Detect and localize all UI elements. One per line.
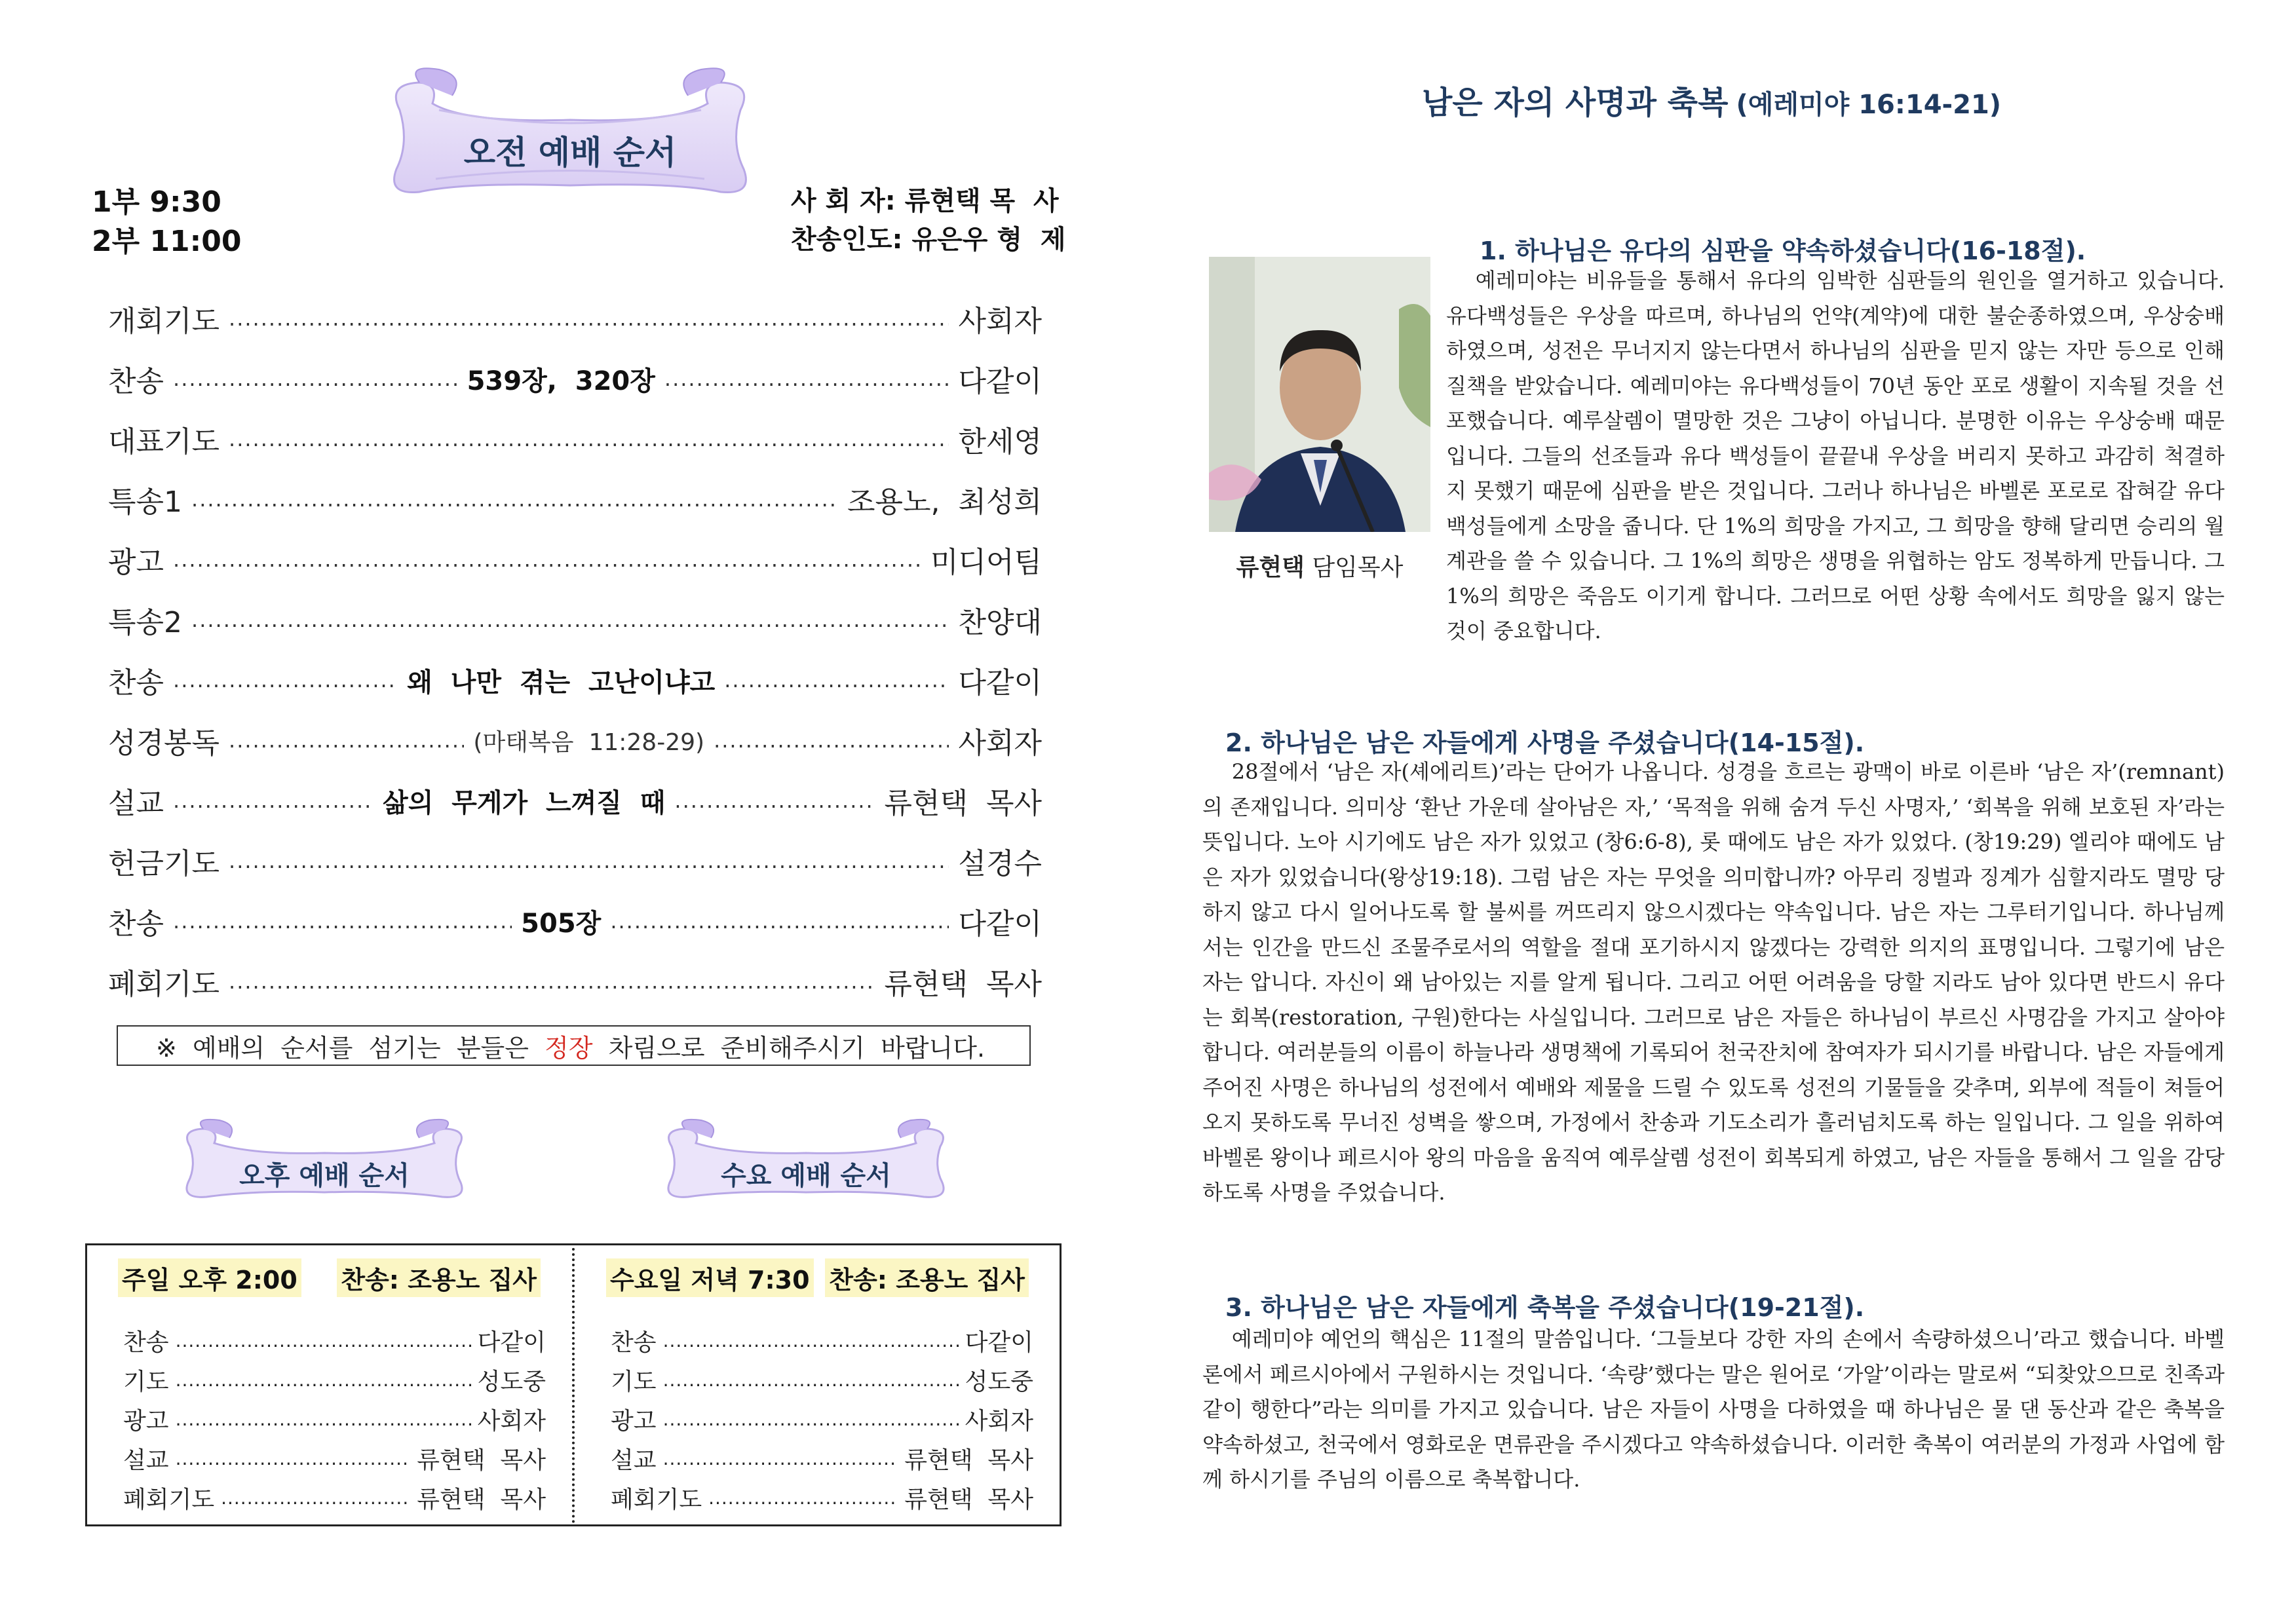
order-item-person: 다같이 [958,666,1042,700]
order-item-person: 류현택 목사 [884,968,1042,1001]
schedule-item-person: 다같이 [477,1329,546,1356]
order-item-name: 폐회기도 [108,968,220,1001]
order-row [108,479,1042,519]
leader-label: 사 회 자: 류현택 목 사 [791,186,1059,216]
schedule-item-name: 기도 [123,1368,169,1395]
pastor-name: 류현택 [1236,554,1305,581]
order-item-name: 성경봉독 [108,727,220,760]
dot-leader [221,1487,410,1509]
order-row [108,660,1042,700]
schedule-item-name: 광고 [611,1407,657,1435]
schedule-row [123,1323,546,1357]
order-row [108,539,1042,580]
order-row [108,599,1042,640]
schedule-item-name: 폐회기도 [123,1486,215,1513]
order-item-name: 광고 [108,546,164,579]
order-item-name: 설교 [108,787,164,820]
dot-leader [229,728,464,753]
dot-leader [724,668,949,692]
schedule-row [123,1441,546,1475]
point-3-paragraph: 예레미야 예언의 핵심은 11절의 말씀입니다. ‘그들보다 강한 자의 손에서 속량하셨으니’라고 했습니다. 바벨론에서 페르시아에서 구원하시는 것입니다. ‘속량’했다는 말은 원어로 ‘가알’이라는 말로써 “되찾았으므로 친족과 같이 행한다”라는 의미를 가지고 있습니다. 남은 자들이 사명을 다하였을 때 하나님은 물 댄 동산과 같은 축복을 약속하셨고, 천국에서 영화로운 면류관을 주시겠다고 약속하셨습니다. 이러한 축복이 여러분의 가정과 사업에 함께 하시기를 주님의 이름으로 축복합니다. [1202,1327,2225,1492]
point-2-paragraph: 28절에서 ‘남은 자(셰에리트)’라는 단어가 나옵니다. 성경을 흐르는 광맥이 바로 이른바 ‘남은 자’(remnant)의 존재입니다. 의미상 ‘환난 가운데 살아남은 자,’ ‘목적을 위해 숨겨 두신 사명자,’ ‘회복을 위해 보호된 자’라는 뜻입니다. 노아 시기에도 남은 자가 있었고 (창6:6-8), 롯 때에도 남은 자가 있었다. (창19:29) 엘리야 때에도 남은 자가 있었습니다(왕상19:18). 그럼 남은 자는 무엇을 의미합니까? 아무리 징벌과 징계가 심할지라도 멸망 당하지 않고 다시 일어나도록 할 불씨를 꺼뜨리지 않으시겠다는 약속입니다. 남은 자는 그루터기입니다. 하나님께서는 인간을 만드신 조물주로서의 역할을 절대 포기하시지 않겠다는 강력한 의지의 표명입니다. 그렇기에 남은 자는 압니다. 자신이 왜 남아있는 지를 알게 됩니다. 그리고 어떤 어려움을 당할 지라도 남아 있다면 반드시 유다는 회복(restoration, 구원)한다는 사실입니다. 그러므로 남은 자들은 하나님이 부르신 사명감을 가지고 살아야 합니다. 여러분들의 이름이 하늘나라 생명책에 기록되어 천국잔치에 참여자가 되시기를 바랍니다. 남은 자들에게 주어진 사명은 하나님의 성전에서 예배와 제물을 드릴 수 있도록 성전의 기물들을 갖추며, 외부에 적들이 쳐들어오지 못하도록 무너진 성벽을 쌓으며, 가정에서 찬송과 기도소리가 흘러넘치도록 하는 일입니다. 그 일을 위하여 바벨론 왕이나 페르시아 왕의 마음을 움직여 예루살렘 성전이 회복되게 하였고, 남은 자들을 통해서 그 일을 감당하도록 사명을 주었습니다. [1202,759,2225,1205]
dot-leader [663,1408,959,1430]
order-item-person: 찬양대 [958,606,1042,639]
dot-leader [176,1369,471,1391]
schedule-row [611,1402,1033,1436]
order-item-name: 찬송 [108,365,164,398]
order-item-detail: (마태복음 11:28-29) [473,728,705,756]
dot-leader [176,1448,411,1469]
schedule-item-person: 사회자 [965,1407,1033,1435]
morning-banner [380,64,760,205]
order-row [108,720,1042,761]
order-item-name: 찬송 [108,907,164,941]
dot-leader [229,306,949,331]
schedule-item-name: 찬송 [611,1329,657,1356]
order-item-person: 미디어팀 [930,546,1042,579]
schedule-item-person: 성도중 [965,1368,1033,1395]
notice-text: ※ 예배의 순서를 섬기는 분들은 [156,1033,545,1063]
sermon-reference: (예레미야 16:14-21) [1736,90,2002,120]
wednesday-time: 수요일 저녁 7:30 [606,1258,814,1297]
dot-leader [229,848,949,873]
afternoon-header [118,1259,541,1296]
order-item-detail: 505장 [521,908,602,939]
service-time-1: 1부 9:30 [92,185,221,219]
schedule-item-person: 류현택 목사 [904,1486,1033,1513]
schedule-item-name: 설교 [123,1446,169,1474]
dot-leader [663,1369,959,1391]
order-row [108,358,1042,399]
wednesday-header [606,1259,1029,1296]
schedule-item-person: 류현택 목사 [417,1486,546,1513]
order-item-person: 사회자 [958,305,1042,338]
schedule-item-person: 사회자 [477,1407,546,1435]
schedule-item-person: 성도중 [477,1368,546,1395]
dot-leader [229,426,949,451]
schedule-row [611,1363,1033,1397]
dot-leader [674,788,875,813]
dot-leader [173,788,373,813]
schedule-item-person: 류현택 목사 [904,1446,1033,1474]
morning-title: 오전 예배 순서 [463,134,677,172]
order-item-person: 류현택 목사 [884,787,1042,820]
schedule-row [611,1323,1033,1357]
dot-leader [663,1448,898,1469]
afternoon-song: 찬송: 조용노 집사 [337,1258,541,1297]
order-item-name: 특송1 [108,485,183,519]
point-2-text [1202,755,2225,1211]
order-item-person: 사회자 [958,727,1042,760]
dot-leader [714,728,949,753]
song-leader-label: 찬송인도: 유은우 형 제 [791,225,1066,255]
dot-leader [173,366,458,391]
order-row [108,419,1042,459]
order-row [108,840,1042,881]
dot-leader [664,366,949,391]
point-1-heading: 1. 하나님은 유다의 심판을 약속하셨습니다(16-18절). [1480,236,2086,265]
order-item-name: 특송2 [108,606,183,639]
service-time-2: 2부 11:00 [92,225,242,258]
schedule-divider [572,1248,575,1523]
dot-leader [663,1330,959,1351]
wednesday-song: 찬송: 조용노 집사 [825,1258,1029,1297]
schedule-row [123,1481,546,1515]
order-item-name: 대표기도 [108,425,220,459]
order-row [108,901,1042,941]
order-row [108,780,1042,821]
afternoon-banner [174,1117,475,1202]
sermon-title-text: 남은 자의 사명과 축복 [1422,85,1729,121]
notice-highlight: 정장 [545,1033,593,1063]
schedule-item-name: 찬송 [123,1329,169,1356]
sermon-title [1422,77,2001,123]
notice-text-end: 차림으로 준비해주시기 바랍니다. [592,1033,985,1063]
dot-leader [229,969,875,994]
dot-leader [173,547,921,572]
schedule-item-name: 폐회기도 [611,1486,702,1513]
dot-leader [176,1408,471,1430]
schedule-row [611,1481,1033,1515]
pastor-role: 담임목사 [1312,554,1404,581]
order-item-person: 다같이 [958,365,1042,398]
order-row [108,298,1042,339]
dot-leader [191,487,838,512]
order-item-person: 조용노, 최성희 [847,485,1042,519]
schedule-item-name: 설교 [611,1446,657,1474]
order-item-name: 개회기도 [108,305,220,338]
point-3-text [1202,1322,2225,1498]
order-item-detail: 왜 나만 겪는 고난이냐고 [407,667,716,698]
point-1-paragraph: 예레미야는 비유들을 통해서 유다의 임박한 심판들의 원인을 열거하고 있습니다. 유다백성들은 우상을 따르며, 하나님의 언약(계약)에 대한 불순종하였으며, 우상숭배하였으며, 성전은 무너지지 않는다면서 하나님의 심판을 믿지 않는 자만 등으로 인해 질책을 받았습니다. 예레미야는 유다백성들이 70년 동안 포로 생활이 지속될 것을 선포했습니다. 예루살렘이 멸망한 것은 그냥이 아닙니다. 분명한 이유는 우상숭배 때문입니다. 그들의 선조들과 유다 백성들이 끝끝내 우상을 버리지 못하고 과감히 척결하지 못했기 때문에 심판을 받은 것입니다. 그러나 하나님은 바벨론 포로로 잡혀갈 유다백성들에게 소망을 줍니다. 단 1%의 희망을 가지고, 그 희망을 향해 달리면 승리의 월계관을 쓸 수 있습니다. 그 1%의 희망은 생명을 위협하는 암도 정복하게 만듭니다. 그 1%의 희망은 죽음도 이기게 합니다. 그러므로 어떤 상황 속에서도 희망을 잃지 않는 것이 중요합니다. [1446,268,2225,643]
dot-leader [708,1487,898,1509]
order-item-person: 설경수 [958,847,1042,880]
dot-leader [173,909,512,934]
order-row [108,961,1042,1002]
dot-leader [191,607,949,632]
dot-leader [173,668,398,692]
order-item-person: 다같이 [958,907,1042,941]
afternoon-title: 오후 예배 순서 [239,1161,410,1191]
point-1-text [1202,263,2225,649]
schedule-row [123,1402,546,1436]
schedule-item-name: 광고 [123,1407,169,1435]
dot-leader [176,1330,471,1351]
order-item-person: 한세영 [958,425,1042,459]
point-3-heading: 3. 하나님은 남은 자들에게 축복을 주셨습니다(19-21절). [1225,1293,1865,1322]
schedule-row [123,1363,546,1397]
point-2-heading: 2. 하나님은 남은 자들에게 사명을 주셨습니다(14-15절). [1225,728,1865,757]
schedule-row [611,1441,1033,1475]
schedule-item-name: 기도 [611,1368,657,1395]
order-item-detail: 삶의 무게가 느껴질 때 [383,787,666,818]
order-item-name: 헌금기도 [108,847,220,880]
dress-code-notice [117,1025,1031,1066]
order-item-name: 찬송 [108,666,164,700]
order-item-detail: 539장, 320장 [467,366,655,396]
wednesday-banner [655,1117,957,1202]
dot-leader [610,909,949,934]
afternoon-time: 주일 오후 2:00 [118,1258,301,1297]
wednesday-title: 수요 예배 순서 [721,1161,891,1191]
schedule-item-person: 류현택 목사 [417,1446,546,1474]
schedule-item-person: 다같이 [965,1329,1033,1356]
